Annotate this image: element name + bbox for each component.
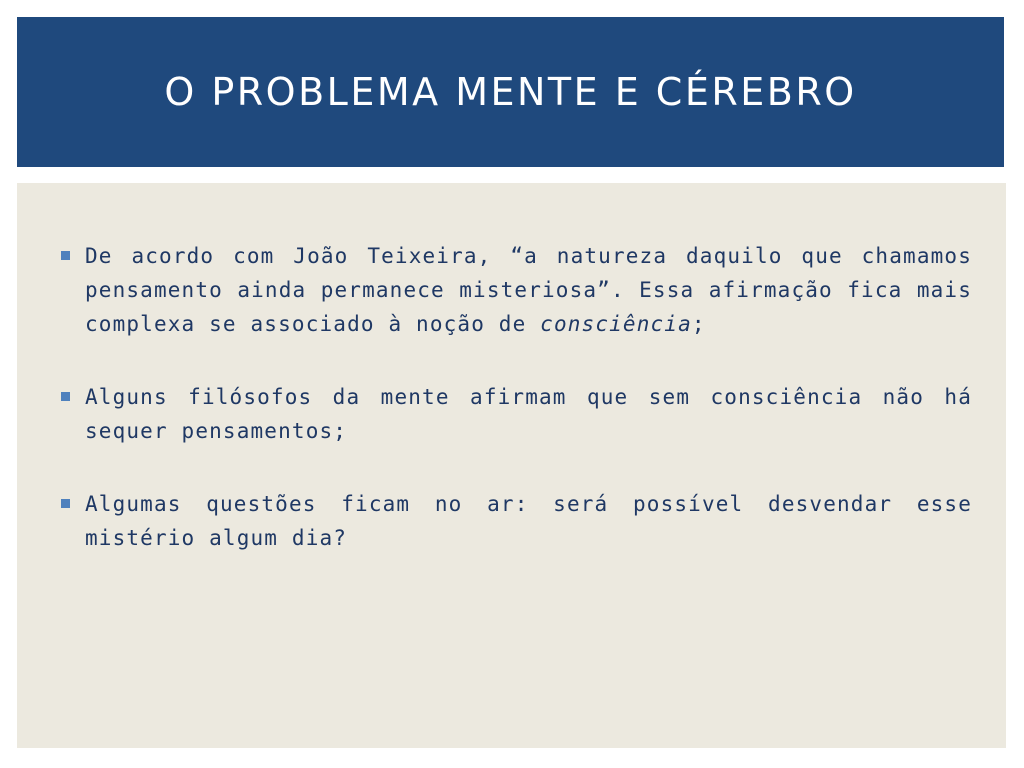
bullet-text: Algumas questões ficam no ar: será possível desvendar esse mistério algum dia?: [85, 492, 972, 550]
square-bullet-icon: [61, 251, 70, 260]
square-bullet-icon: [61, 392, 70, 401]
bullet-list: [61, 239, 972, 594]
bullet-emphasis: consciência: [540, 312, 692, 336]
bullet-text: Alguns filósofos da mente afirmam que sem consciência não há sequer pensamentos;: [85, 385, 972, 443]
title-bar: [17, 17, 1004, 167]
square-bullet-icon: [61, 499, 70, 508]
bullet-suffix: ;: [691, 312, 706, 336]
slide-title: O PROBLEMA MENTE E CÉREBRO: [164, 70, 857, 114]
bullet-item: [61, 239, 972, 341]
content-panel: [17, 183, 1006, 748]
bullet-item: [61, 380, 972, 448]
bullet-text: De acordo com João Teixeira, “a natureza daquilo que chamamos pensamento ainda permanece misteriosa”. Essa afirmação fica mais complexa se associado à noção de: [85, 244, 972, 336]
bullet-item: [61, 487, 972, 555]
